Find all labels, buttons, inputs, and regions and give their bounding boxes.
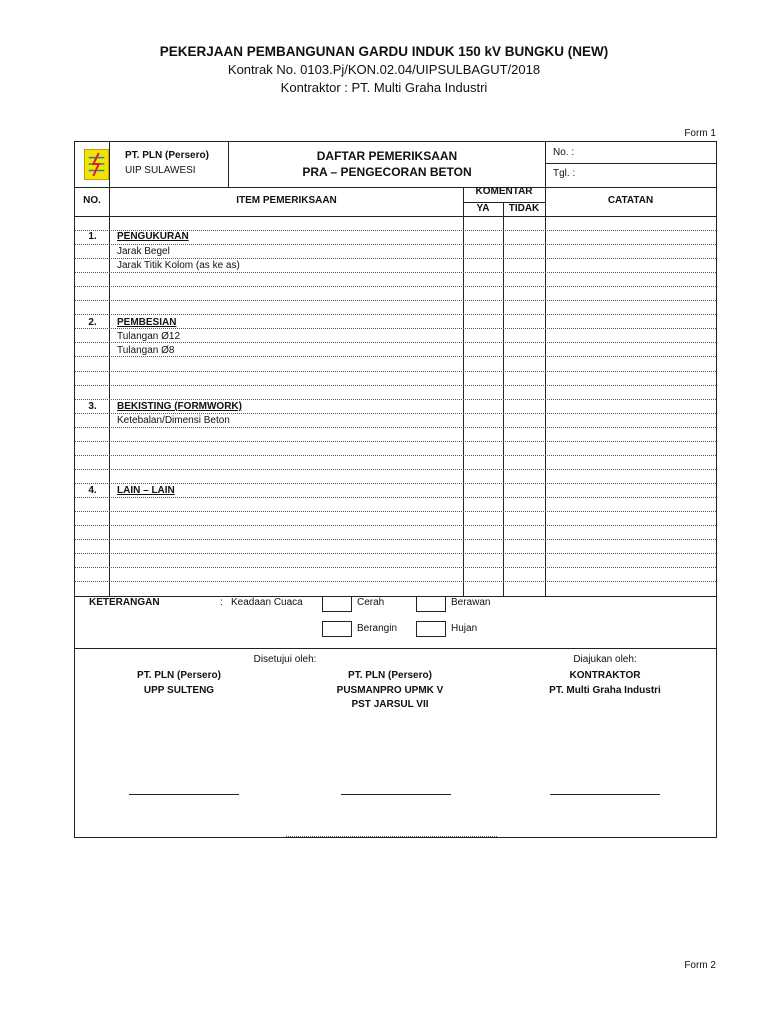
section-number: 1. [88,231,97,242]
form-label-top: Form 1 [684,128,716,139]
row-line [75,455,716,456]
row-line [75,385,716,386]
section-number: 3. [88,401,97,412]
contractor-name: Kontraktor : PT. Multi Graha Industri [280,80,488,95]
section-title: BEKISTING (FORMWORK) [117,401,242,412]
col-header-catatan: CATATAN [607,195,654,206]
row-line [75,525,716,526]
row-line [75,469,716,470]
check-item: Jarak Titik Kolom (as ke as) [117,260,240,271]
checkbox-hujan[interactable] [416,621,446,637]
section-title: LAIN – LAIN [117,485,175,496]
checklist-form [74,141,717,838]
signature-line [129,794,239,795]
row-line [75,342,716,343]
row-line [75,581,716,582]
row-line [75,356,716,357]
col-header-komentar: KOMENTAR [475,186,533,197]
row-line [75,413,716,414]
row-line [75,328,716,329]
row-line [75,286,716,287]
row-line [75,483,716,484]
no-field-label: No. : [553,147,575,158]
row-line [75,427,716,428]
section-title: PEMBESIAN [117,317,177,328]
check-item: Tulangan Ø8 [117,345,175,356]
signatory-3-line: KONTRAKTOR [569,670,641,681]
signatory-3-line: PT. Multi Graha Industri [549,685,661,696]
option-label: Cerah [357,597,385,608]
signature-line [341,794,451,795]
section-number: 2. [88,317,97,328]
signatory-2-line: PUSMANPRO UPMK V [336,685,444,696]
row-line [75,314,716,315]
check-item: Ketebalan/Dimensi Beton [117,415,230,426]
weather-label: Keadaan Cuaca [231,597,303,608]
signatory-1-line: UPP SULTENG [143,685,215,696]
check-item: Tulangan Ø12 [117,331,181,342]
row-line [75,244,716,245]
contract-number: Kontrak No. 0103.Pj/KON.02.04/UIPSULBAGUT/2018 [227,62,541,77]
row-line [75,258,716,259]
col-header-tidak: TIDAK [508,203,540,214]
form-title-line2: PRA – PENGECORAN BETON [302,165,472,179]
org-name: PT. PLN (Persero) [125,150,209,161]
signatory-2-line: PT. PLN (Persero) [348,670,432,681]
project-title: PEKERJAAN PEMBANGUNAN GARDU INDUK 150 kV BUNGKU (NEW) [159,44,609,59]
row-line [75,441,716,442]
row-line [75,272,716,273]
date-field-label: Tgl. : [553,168,576,179]
col-header-ya: YA [476,203,490,214]
option-label: Hujan [451,623,478,634]
row-line [75,567,716,568]
pln-logo-icon [84,149,109,180]
option-label: Berawan [451,597,491,608]
col-header-item: ITEM PEMERIKSAAN [236,195,337,206]
row-line [75,511,716,512]
row-line [75,497,716,498]
keterangan-label: KETERANGAN [89,597,160,608]
form-title-line1: DAFTAR PEMERIKSAAN [316,149,458,163]
col-header-no: NO. [83,195,101,206]
checkbox-cerah[interactable] [322,596,352,612]
checkbox-berangin[interactable] [322,621,352,637]
row-line [75,399,716,400]
row-line [75,539,716,540]
option-label: Berangin [357,623,398,634]
section-title: PENGUKURAN [117,231,189,242]
section-number: 4. [88,485,97,496]
checkbox-berawan[interactable] [416,596,446,612]
signatory-2-line: PST JARSUL VII [351,699,429,710]
approved-by-label: Disetujui oleh: [253,654,317,665]
org-unit: UIP SULAWESI [125,165,196,176]
row-line [75,300,716,301]
row-line [75,371,716,372]
row-line [75,553,716,554]
submitted-by-label: Diajukan oleh: [573,654,637,665]
check-item: Jarak Begel [117,246,170,257]
signature-line [550,794,660,795]
keterangan-colon: : [220,597,223,608]
form-label-bottom: Form 2 [684,960,716,971]
signatory-1-line: PT. PLN (Persero) [137,670,221,681]
